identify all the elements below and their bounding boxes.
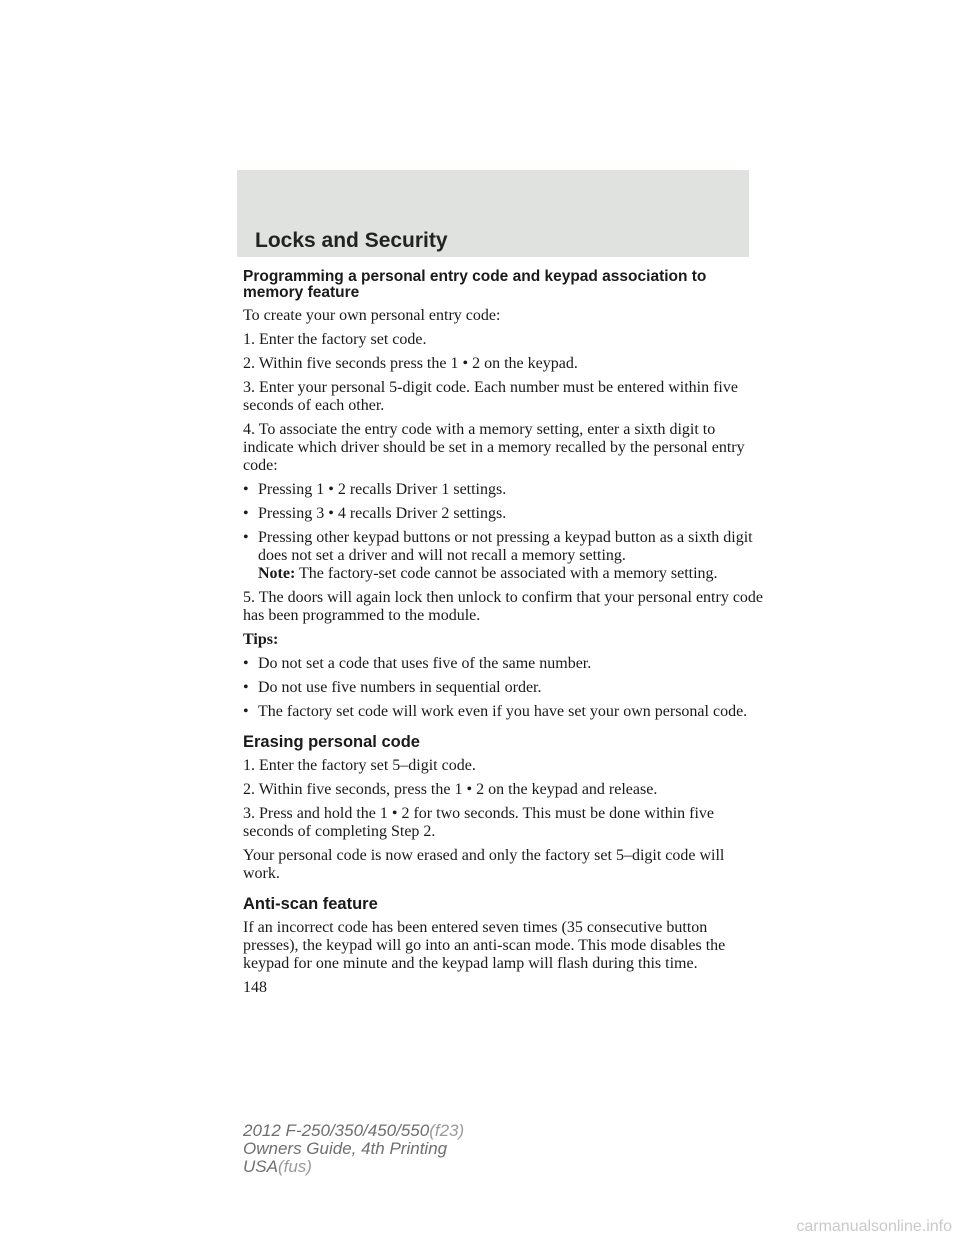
- note-text: The factory-set code cannot be associated with a memory setting.: [299, 565, 718, 582]
- tips-label: Tips:: [243, 631, 279, 648]
- erase-step-2: 2. Within five seconds, press the 1 • 2 on the keypad and release.: [243, 781, 658, 798]
- programming-heading: Programming a personal entry code and keypad association to memory feature: [243, 268, 707, 301]
- watermark-text: carmanualsonline.info: [796, 1218, 952, 1235]
- section-title: Locks and Security: [255, 229, 448, 252]
- step-2: 2. Within five seconds press the 1 • 2 on the keypad.: [243, 355, 578, 372]
- intro-text: To create your own personal entry code:: [243, 307, 501, 324]
- footer-region-line: USA(fus): [243, 1157, 312, 1176]
- bullet-icon: •: [243, 505, 249, 522]
- list-item: • Pressing 3 • 4 recalls Driver 2 settings.: [243, 505, 507, 522]
- list-item: • Do not use five numbers in sequential order.: [243, 679, 542, 696]
- erasing-heading: Erasing personal code: [243, 733, 420, 751]
- list-item: • Do not set a code that uses five of the same number.: [243, 655, 592, 672]
- bullet-icon: •: [243, 679, 249, 696]
- step-5: 5. The doors will again lock then unlock to confirm that your personal entry code has been programmed to the module.: [243, 589, 764, 624]
- page-number: 148: [243, 979, 267, 996]
- footer-model-line: 2012 F-250/350/450/550(f23): [243, 1121, 465, 1140]
- print-footer: [243, 1122, 464, 1176]
- erase-result: Your personal code is now erased and only the factory set 5–digit code will work.: [243, 847, 725, 882]
- list-item: • The factory set code will work even if you have set your own personal code.: [243, 703, 748, 720]
- bullet-icon: •: [243, 481, 249, 498]
- antiscan-heading: Anti-scan feature: [243, 895, 378, 913]
- step-4: 4. To associate the entry code with a memory setting, enter a sixth digit to indicate which driver should be set in a memory recalled by the personal entry code:: [243, 421, 745, 474]
- erase-step-1: 1. Enter the factory set 5–digit code.: [243, 757, 476, 774]
- note-label: Note:: [258, 565, 296, 582]
- list-item: • Pressing 1 • 2 recalls Driver 1 settings.: [243, 481, 507, 498]
- bullet-icon: •: [243, 655, 249, 672]
- erase-step-3: 3. Press and hold the 1 • 2 for two seconds. This must be done within five seconds of completing Step 2.: [243, 805, 715, 840]
- step-1: 1. Enter the factory set code.: [243, 331, 427, 348]
- list-item: • Pressing other keypad buttons or not pressing a keypad button as a sixth digit does not set a driver and will not recall a memory setting. Note: The factory-set code cannot be associated with a memory setting.: [243, 529, 753, 582]
- antiscan-text: If an incorrect code has been entered seven times (35 consecutive button presses), the keypad will go into an anti-scan mode. This mode disables the keypad for one minute and the keypad lamp will flash during this time.: [243, 919, 726, 972]
- step-3: 3. Enter your personal 5-digit code. Each number must be entered within five seconds of each other.: [243, 379, 738, 414]
- footer-guide-line: Owners Guide, 4th Printing: [243, 1139, 448, 1158]
- section-header-band: [237, 170, 749, 257]
- bullet-icon: •: [243, 703, 249, 720]
- page-content: [243, 269, 763, 997]
- bullet-icon: •: [243, 529, 249, 546]
